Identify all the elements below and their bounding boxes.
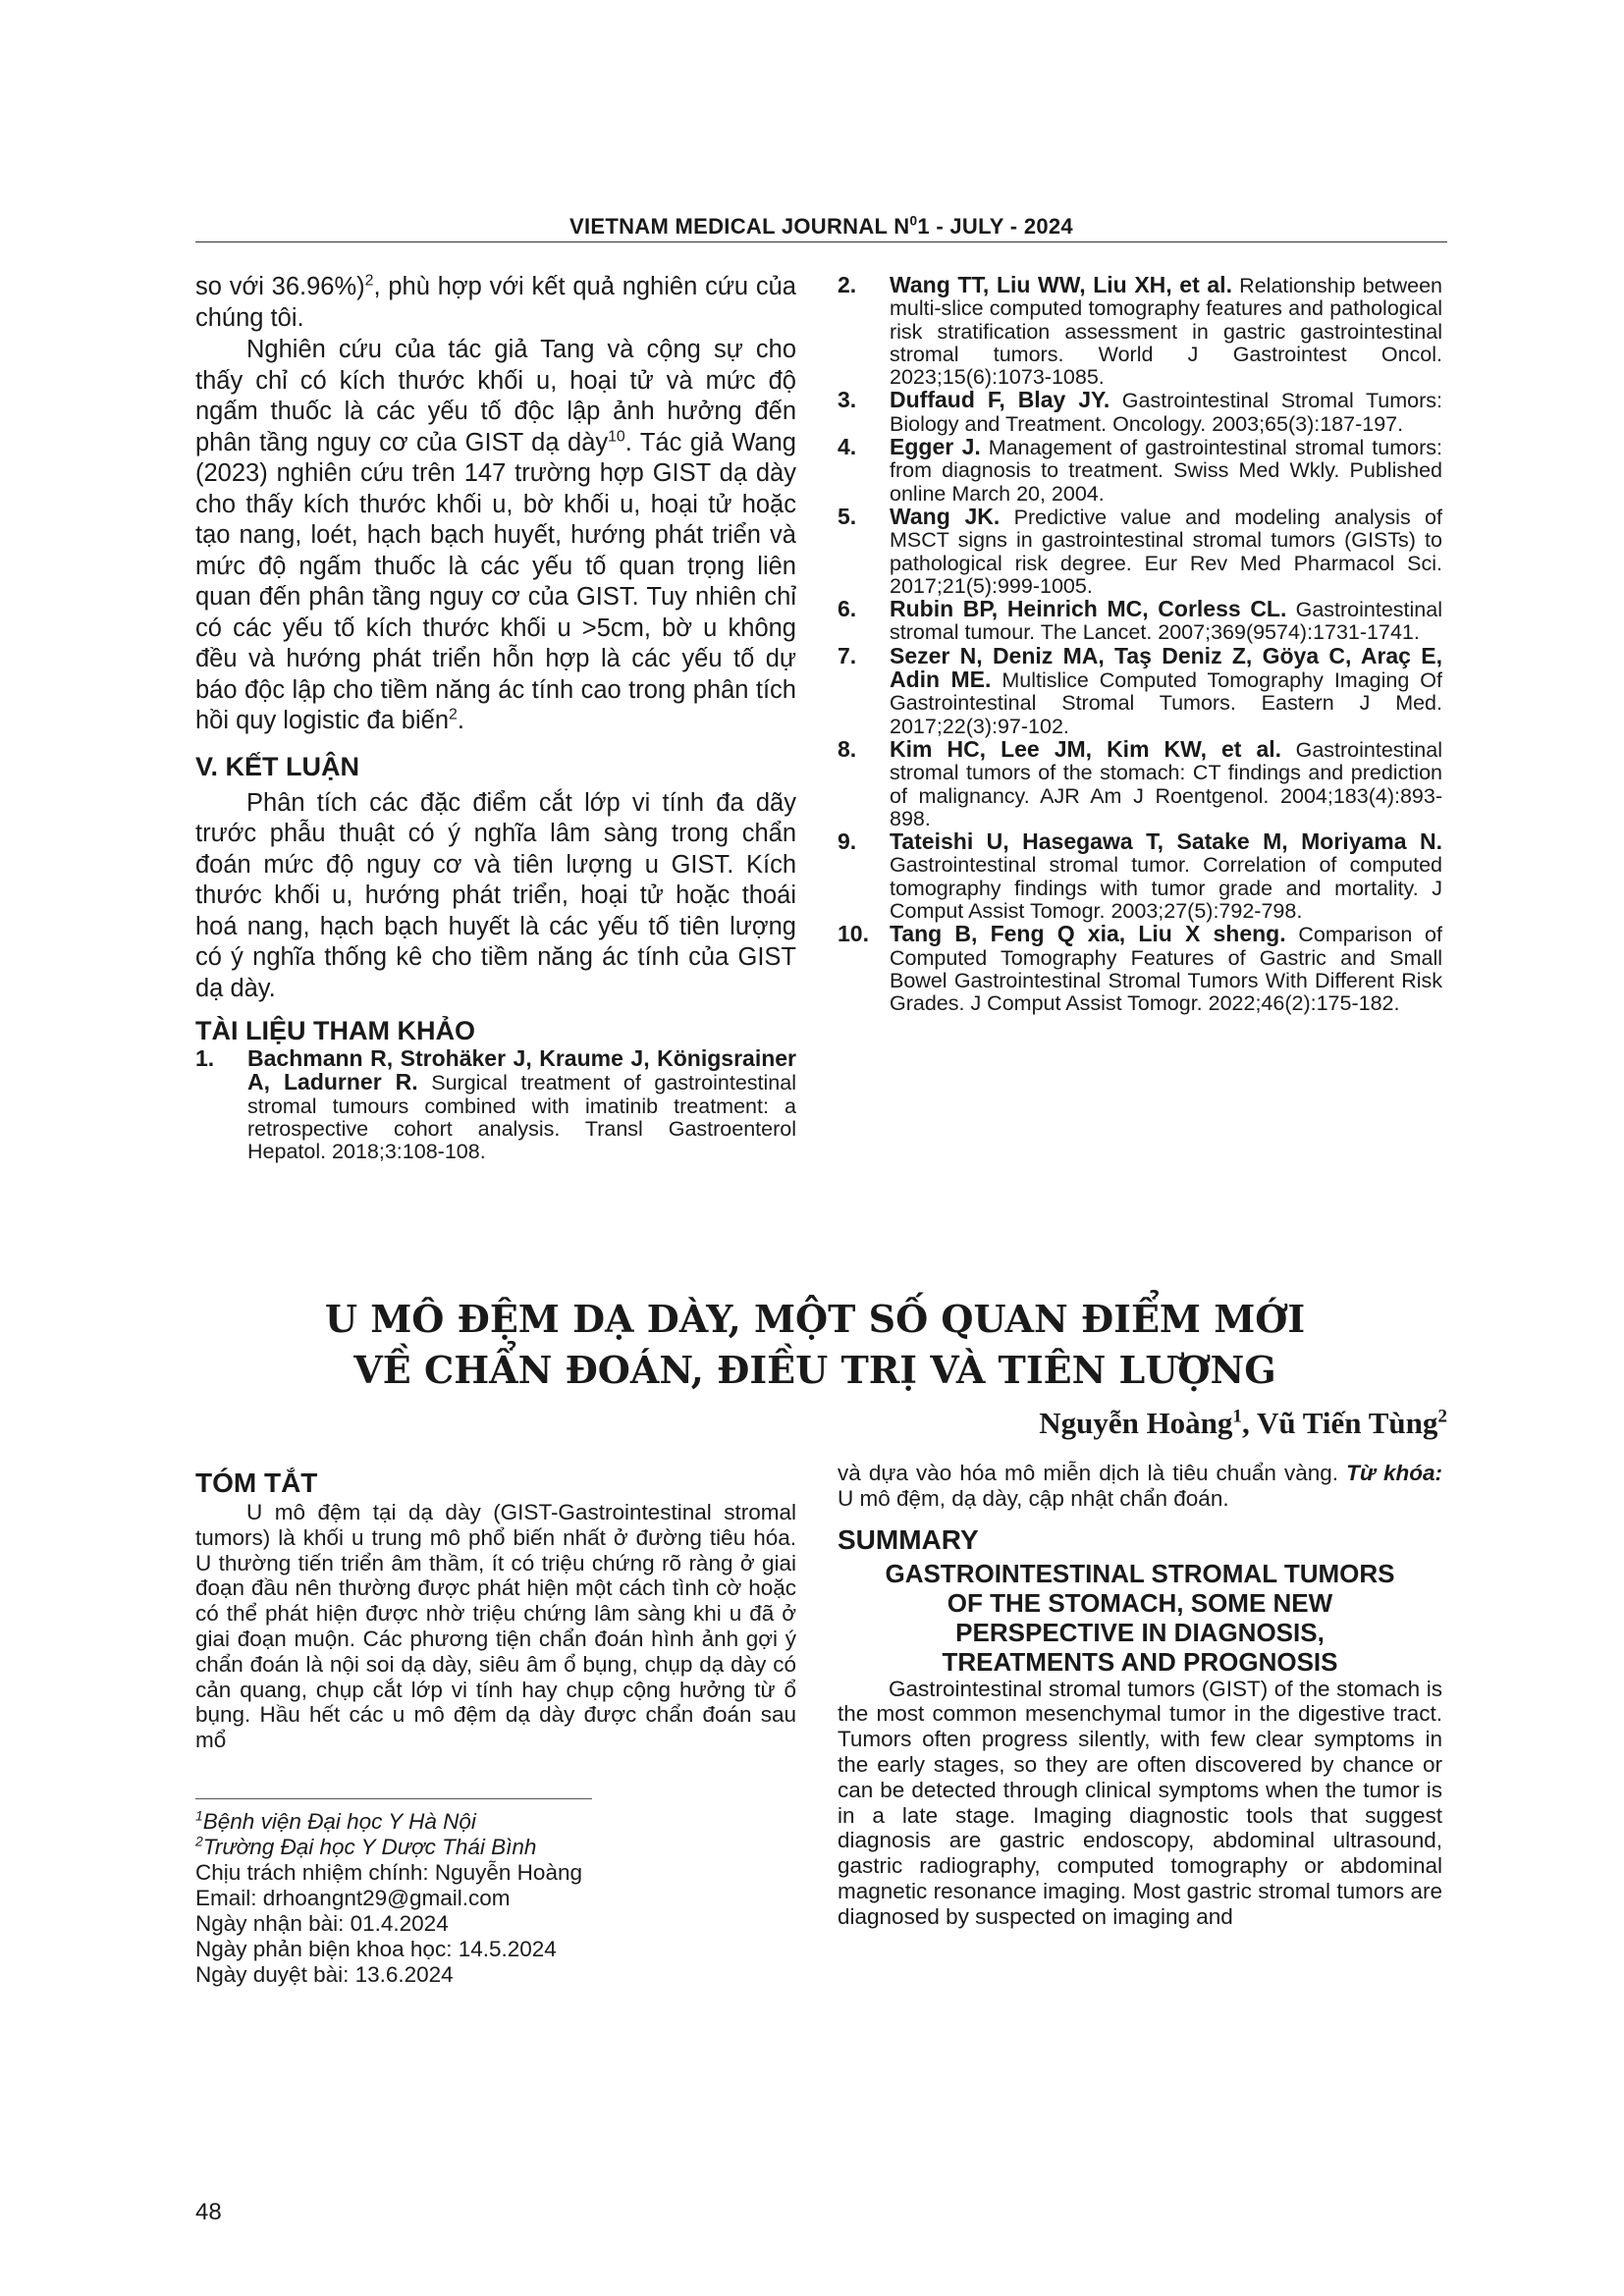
reference-authors: Tang B, Feng Q xia, Liu X sheng. [890, 921, 1286, 947]
reference-item [838, 830, 1442, 923]
reference-number: 6. [838, 596, 857, 622]
reference-item [838, 436, 1442, 506]
conclusion-paragraph: Phân tích các đặc điểm cắt lớp vi tính đa dãy trước phẫu thuật có ý nghĩa lâm sàng trong chẩn đoán mức độ nguy cơ và tiên lượng u GIST. Kích thước khối u, hướng phát triển, hoại tử hoặc thoái hoá nang, hạch bạch huyết là các yếu tố tiên lượng có ý nghĩa thống kê cho tiềm năng ác tính của GIST dạ dày. [195, 788, 796, 1002]
reference-authors: Tateishi U, Hasegawa T, Satake M, Moriyama N. [890, 828, 1442, 855]
received-date: Ngày nhận bài: 01.4.2024 [195, 1911, 449, 1936]
discussion-paragraph-1 [195, 272, 796, 334]
reference-text: Multislice Computed Tomography Imaging Of Gastrointestinal Stromal Tumors. Eastern J Med. 2017;22(3):97-102. [890, 668, 1442, 738]
journal-name: VIETNAM MEDICAL JOURNAL N [569, 214, 910, 239]
reference-item [838, 735, 1442, 830]
reviewed-date: Ngày phản biện khoa học: 14.5.2024 [195, 1937, 557, 1961]
reference-list-left [195, 1047, 796, 1163]
conclusion-heading: V. KẾT LUẬN [195, 751, 360, 781]
text-run: và dựa vào hóa mô miễn dịch là tiêu chuẩn vàng. [838, 1461, 1347, 1485]
reference-text: Surgical treatment of gastrointestinal stromal tumours combined with imatinib treatment: a retrospective cohort analysis. Transl Gastroenterol Hepatol. 2018;3:108-108. [247, 1071, 796, 1164]
page-number: 48 [195, 2199, 222, 2225]
reference-text: Gastrointestinal stromal tumour. The Lancet. 2007;369(9574):1731-1741. [890, 598, 1442, 645]
reference-number: 2. [838, 272, 857, 297]
article-title [226, 1294, 1404, 1396]
summary-body [838, 1677, 1442, 1930]
reference-text: Management of gastrointestinal stromal tumors: from diagnosis to treatment. Swiss Med Wkly. Published online March 20, 2004. [890, 436, 1442, 506]
text-run: Nghiên cứu của tác giả Tang và cộng sự cho thấy chỉ có kích thước khối u, hoại tử và mức độ ngấm thuốc là các yếu tố độc lập ảnh hưởng đến phân tầng nguy cơ của GIST dạ dày [195, 336, 796, 456]
reference-item [195, 1047, 796, 1163]
reference-text: Gastrointestinal stromal tumor. Correlation of computed tomography findings with tumor grade and mortality. J Comput Assist Tomogr. 2003;27(5):792-798. [890, 853, 1442, 924]
abstract-continuation-paragraph [838, 1461, 1442, 1512]
summary-paragraph: Gastrointestinal stromal tumors (GIST) of the stomach is the most common mesenchymal tumor in the digestive tract. Tumors often progress silently, with few clear symptoms in the early stages, so they are often discovered by chance or can be detected through clinical symptoms when the tumor is in a late stage. Imaging diagnostic tools that suggest diagnosis are gastric endoscopy, abdominal ultrasound, gastric radiography, computed tomography or abdominal magnetic resonance imaging. Most gastric stromal tumors are diagnosed by suspected on imaging and [838, 1676, 1442, 1929]
footnotes [195, 1809, 745, 1988]
reference-item [838, 642, 1442, 738]
abstract-continuation-body [838, 1461, 1442, 1512]
affiliation-superscript: 1 [195, 1807, 203, 1824]
text-run: so với 36.96%) [195, 273, 365, 300]
footnote-rule [195, 1798, 592, 1799]
abstract-paragraph: U mô đệm tại dạ dày (GIST-Gastrointestinal stromal tumors) là khối u trung mô phổ biến nhất ở đường tiêu hóa. U thường tiến triển âm thầm, ít có triệu chứng rõ ràng ở giai đoạn đầu nên thường được phát hiện một cách tình cờ hoặc có thể phát hiện được nhờ triệu chứng lâm sàng khi u đã ở giai đoạn muộn. Các phương tiện chẩn đoán hình ảnh gợi ý chẩn đoán là nội soi dạ dày, siêu âm ổ bụng, chụp dạ dày có cản quang, chụp cắt lớp vi tính hay chụp cộng hưởng từ ổ bụng. Hầu hết các u mô đệm dạ dày được chẩn đoán sau mổ [195, 1500, 796, 1753]
reference-list-right [838, 274, 1442, 1016]
summary-title-line: OF THE STOMACH, SOME NEW [947, 1587, 1333, 1618]
affiliation-text: Bệnh viện Đại học Y Hà Nội [202, 1809, 476, 1834]
issue-date: 1 - JULY - 2024 [917, 214, 1073, 239]
reference-number: 9. [838, 828, 857, 855]
author-name: Vũ Tiến Tùng [1256, 1406, 1438, 1440]
reference-number: 10. [838, 921, 869, 947]
affiliation-2 [195, 1835, 745, 1860]
contact-email: Email: drhoangnt29@gmail.com [195, 1886, 511, 1910]
reference-item [838, 274, 1442, 389]
references-heading: TÀI LIỆU THAM KHẢO [195, 1016, 475, 1045]
reference-number: 3. [838, 387, 857, 413]
article-authors [1039, 1406, 1447, 1441]
reference-item [838, 598, 1442, 645]
affiliation-1 [195, 1809, 745, 1835]
summary-title [838, 1559, 1442, 1677]
article-title-line-2: VỀ CHẨN ĐOÁN, ĐIỀU TRỊ VÀ TIÊN LƯỢNG [353, 1348, 1276, 1392]
reference-number: 8. [838, 735, 857, 762]
text-run: . Tác giả Wang (2023) nghiên cứu trên 147 trường hợp GIST dạ dày cho thấy kích thước khối u, bờ khối u, hoại tử hoặc tạo nang, loét, hạch bạch huyết, hướng phát triển và mức độ ngấm thuốc là các yếu tố quan trọng liên quan đến phân tầng nguy cơ của GIST. Tuy nhiên chỉ có các yếu tố kích thước khối u >5cm, bờ u không đều và hướng phát triển hỗn hợp là các yếu tố dự báo độc lập cho tiềm năng ác tính cao trong phân tích hồi quy logistic đa biến [195, 428, 796, 734]
affiliation-superscript: 2 [1437, 1406, 1447, 1427]
article-title-line-1: U MÔ ĐỆM DẠ DÀY, MỘT SỐ QUAN ĐIỂM MỚI [324, 1297, 1306, 1341]
reference-authors: Bachmann R, Strohäker J, Kraume J, Königsrainer A, Ladurner R. [247, 1045, 796, 1095]
accepted-date: Ngày duyệt bài: 13.6.2024 [195, 1962, 454, 1987]
journal-header [195, 214, 1447, 240]
reference-text: Relationship between multi-slice computed tomography features and pathological risk stratification assessment in gastric gastrointestinal stromal tumors. World J Gastrointest Oncol. 2023;15(6):1073-1085. [890, 274, 1443, 390]
reference-authors: Kim HC, Lee JM, Kim KW, et al. [890, 735, 1282, 762]
text-run: . [457, 707, 464, 734]
abstract-heading: TÓM TẮT [195, 1468, 318, 1498]
reference-authors: Egger J. [890, 434, 981, 460]
abstract-body [195, 1500, 796, 1753]
keywords-text: U mô đệm, dạ dày, cập nhật chẩn đoán. [838, 1485, 1229, 1511]
author-separator: , [1242, 1406, 1257, 1440]
keywords-label: Từ khóa: [1346, 1461, 1442, 1485]
affiliation-text: Trường Đại học Y Dược Thái Bình [202, 1835, 537, 1859]
affiliation-superscript: 1 [1232, 1406, 1243, 1427]
abstract-continuation [838, 1461, 1442, 1930]
abstract-vi [195, 1467, 796, 1753]
reference-authors: Wang JK. [890, 503, 1001, 529]
text-run: , phù hợp với kết quả nghiên cứu của chúng tôi. [195, 273, 796, 332]
reference-number: 4. [838, 434, 857, 460]
reference-item [838, 923, 1442, 1015]
reference-text: Comparison of Computed Tomography Features of Gastric and Small Bowel Gastrointestinal Stromal Tumors With Different Risk Grades. J Comput Assist Tomogr. 2022;46(2):175-182. [890, 923, 1442, 1016]
reference-item [838, 503, 1442, 598]
reference-item [838, 389, 1442, 436]
left-column [195, 272, 796, 1163]
summary-title-line: GASTROINTESTINAL STROMAL TUMORS [885, 1558, 1395, 1588]
reference-text: Predictive value and modeling analysis of MSCT signs in gastrointestinal stromal tumors (GISTs) to pathological risk degree. Eur Rev Med Pharmacol Sci. 2017;21(5):999-1005. [890, 505, 1442, 598]
header-rule [195, 241, 1447, 242]
issue-number-superscript: 0 [909, 213, 918, 229]
reference-authors: Sezer N, Deniz MA, Taş Deniz Z, Göya C, Araç E, Adin ME. [890, 642, 1442, 693]
citation-superscript: 2 [364, 272, 374, 290]
reference-number: 7. [838, 642, 857, 668]
summary-title-line: PERSPECTIVE IN DIAGNOSIS, [955, 1617, 1325, 1647]
affiliation-superscript: 2 [195, 1833, 203, 1849]
reference-text: Gastrointestinal Stromal Tumors: Biology and Treatment. Oncology. 2003;65(3):187-197. [890, 389, 1443, 436]
citation-superscript: 2 [449, 706, 458, 723]
reference-authors: Rubin BP, Heinrich MC, Corless CL. [890, 596, 1287, 622]
discussion-paragraph-2 [195, 335, 796, 737]
responsible-author: Chịu trách nhiệm chính: Nguyễn Hoàng [195, 1860, 582, 1885]
citation-superscript: 10 [608, 428, 625, 445]
reference-authors: Duffaud F, Blay JY. [890, 387, 1110, 413]
summary-heading: SUMMARY [838, 1523, 979, 1555]
reference-number: 1. [195, 1045, 215, 1071]
summary-title-line: TREATMENTS AND PROGNOSIS [942, 1646, 1338, 1677]
reference-authors: Wang TT, Liu WW, Liu XH, et al. [890, 272, 1232, 297]
reference-number: 5. [838, 503, 857, 529]
reference-text: Gastrointestinal stromal tumors of the stomach: CT findings and prediction of malignancy. AJR Am J Roentgenol. 2004;183(4):893-898. [890, 737, 1442, 830]
right-column [838, 274, 1442, 1016]
author-name: Nguyễn Hoàng [1039, 1406, 1233, 1440]
